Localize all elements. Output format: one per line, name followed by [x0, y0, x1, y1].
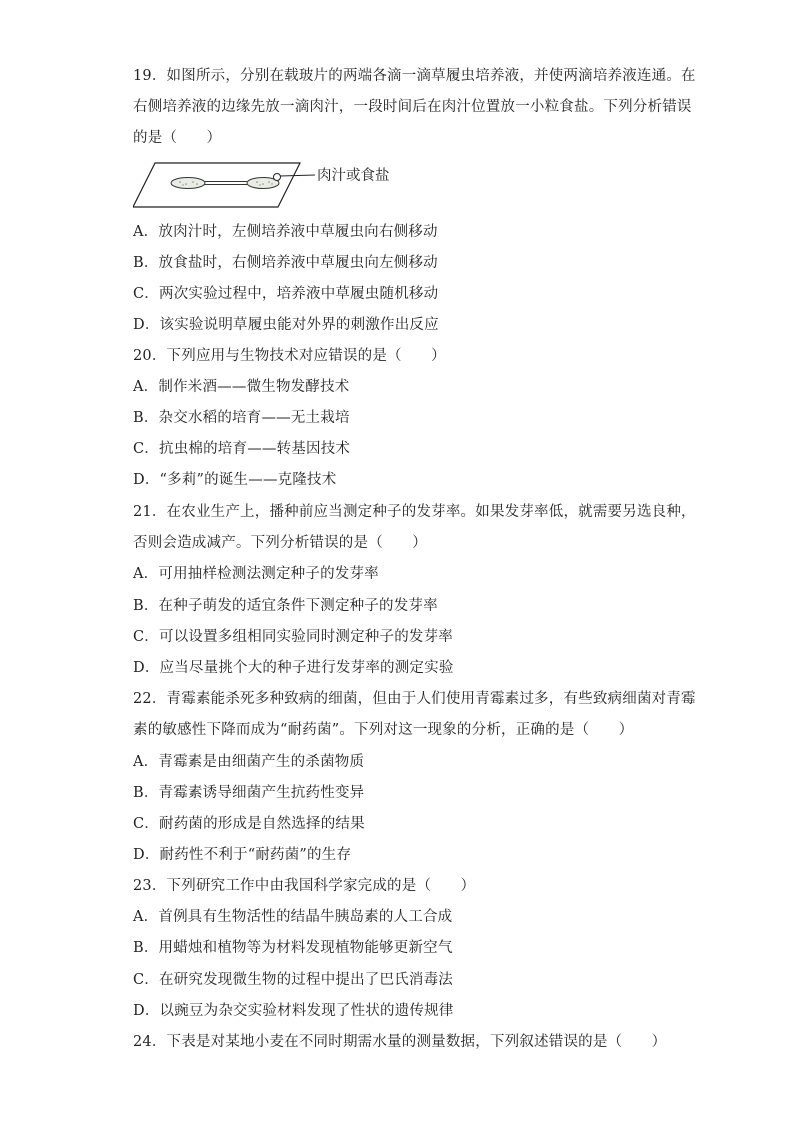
q21-stem-line-2: 否则会造成减产。下列分析错误的是（ ）: [133, 535, 427, 551]
q20-option-b: B．杂交水稻的培育——无土栽培: [133, 410, 350, 426]
q21-option-a: A．可用抽样检测法测定种子的发芽率: [133, 566, 379, 582]
q19-stem-line-2: 右侧培养液的边缘先放一滴肉汁，一段时间后在肉汁位置放一小粒食盐。下列分析错误: [133, 99, 692, 115]
q19-stem-line-3: 的是（ ）: [133, 130, 222, 146]
q23-option-c: C．在研究发现微生物的过程中提出了巴氏消毒法: [133, 972, 453, 988]
label-leader-line: [280, 175, 315, 176]
q23-option-d: D．以豌豆为杂交实验材料发现了性状的遗传规律: [133, 1003, 454, 1019]
q22-stem-line-1: 22．青霉素能杀死多种致病的细菌，但由于人们使用青霉素过多，有些致病细菌对青霉: [133, 691, 696, 707]
q21-option-b: B．在种子萌发的适宜条件下测定种子的发芽率: [133, 598, 438, 614]
q20-option-d: D．“多莉”的诞生——克隆技术: [133, 472, 337, 488]
meat-juice-marker: [274, 174, 281, 181]
q19-option-c: C．两次实验过程中，培养液中草履虫随机移动: [133, 286, 439, 302]
q22-option-b: B．青霉素诱导细菌产生抗药性变异: [133, 785, 365, 801]
left-culture-drop: [171, 178, 205, 189]
q20-option-a: A．制作米酒——微生物发酵技术: [133, 379, 350, 395]
q19-option-a: A．放肉汁时，左侧培养液中草履虫向右侧移动: [133, 224, 438, 240]
q23-option-a: A．首例具有生物活性的结晶牛胰岛素的人工合成: [133, 909, 453, 925]
q24-stem: 24．下表是对某地小麦在不同时期需水量的测量数据，下列叙述错误的是（ ）: [133, 1034, 667, 1050]
q21-stem-line-1: 21．在农业生产上，播种前应当测定种子的发芽率。如果发芽率低，就需要另选良种，: [133, 504, 696, 520]
q19-stem-line-1: 19．如图所示，分别在载玻片的两端各滴一滴草履虫培养液，并使两滴培养液连通。在: [133, 68, 696, 84]
q21-option-d: D．应当尽量挑个大的种子进行发芽率的测定实验: [133, 660, 454, 676]
q22-stem-line-2: 素的敏感性下降而成为“耐药菌”。下列对这一现象的分析，正确的是（ ）: [133, 722, 634, 738]
q19-option-d: D．该实验说明草履虫能对外界的刺激作出反应: [133, 317, 439, 333]
q20-option-c: C．抗虫棉的培育——转基因技术: [133, 441, 351, 457]
q22-option-a: A．青霉素是由细菌产生的杀菌物质: [133, 754, 365, 770]
q20-stem: 20．下列应用与生物技术对应错误的是（ ）: [133, 348, 446, 364]
q22-option-d: D．耐药性不利于“耐药菌”的生存: [133, 847, 352, 863]
q23-stem: 23．下列研究工作中由我国科学家完成的是（ ）: [133, 878, 476, 894]
figure-label: 肉汁或食盐: [317, 168, 390, 184]
q23-option-b: B．用蜡烛和植物等为材料发现植物能够更新空气: [133, 940, 453, 956]
q22-option-c: C．耐药菌的形成是自然选择的结果: [133, 816, 365, 832]
q21-option-c: C．可以设置多组相同实验同时测定种子的发芽率: [133, 629, 453, 645]
q19-option-b: B．放食盐时，右侧培养液中草履虫向左侧移动: [133, 255, 438, 271]
